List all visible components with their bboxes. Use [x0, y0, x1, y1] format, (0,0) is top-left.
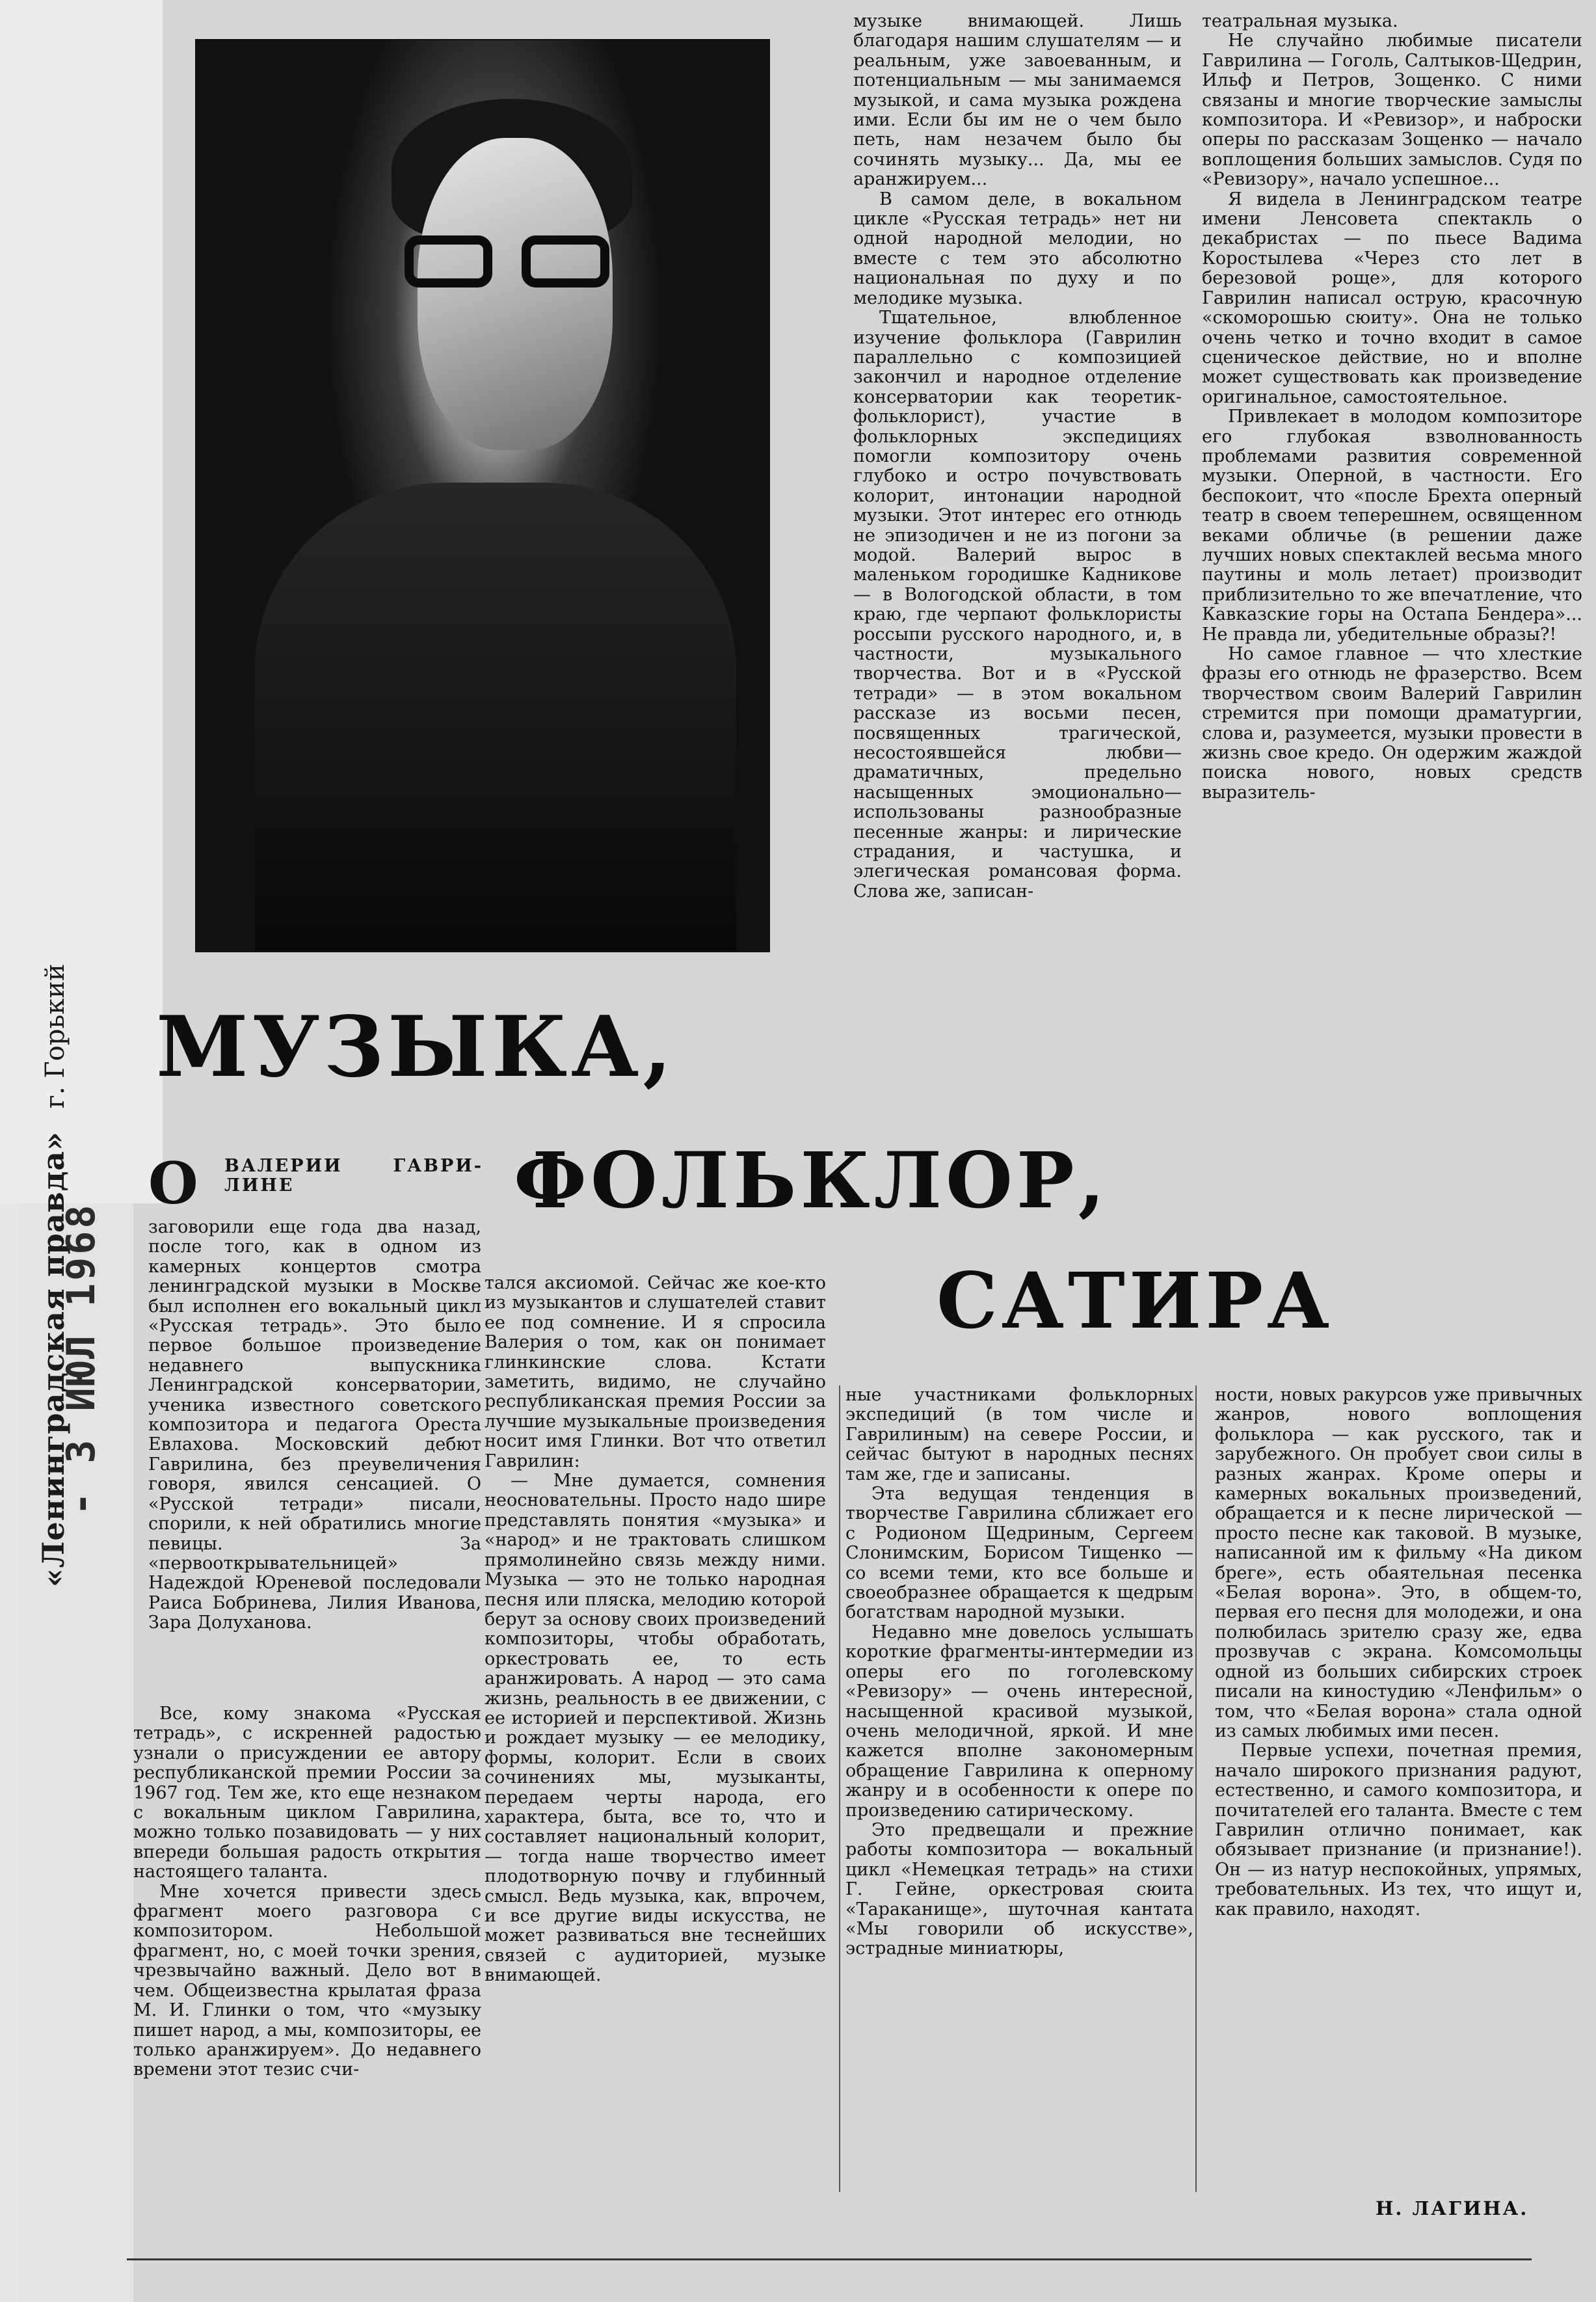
publication-city: г. Горький	[40, 963, 70, 1109]
column-1: Все, кому знакома «Русская тетрадь», с искренней радостью узнали о присуждении ее автору республиканской премии России за 1967 год. Тем же, кто еще незнаком с вокальным циклом Гаврилина, можно только позавидовать — у них впереди большая радость открытия настоящего таланта. Мне хочется привести здесь фрагмент моего разговора с композитором. Небольшой фрагмент, но, с моей точки зрения, чрезвычайно важный. Дело вот в чем. Общеизвестна крылатая фраза М. И. Глинки о том, что «музыку пишет народ, а мы, композиторы, ее только аранжируем». До недавнего времени этот тезис счи-	[133, 1704, 481, 2080]
lead-caps: ВАЛЕРИИ ГАВРИЛИНЕ	[224, 1156, 481, 1196]
portrait-glasses	[405, 235, 619, 294]
publication-name: «Ленинградская правда»	[36, 1131, 71, 1587]
date-stamp: - 3 ИЮЛ 1968	[59, 1202, 104, 1516]
author-signature: Н. ЛАГИНА.	[1376, 2197, 1529, 2219]
intro-paragraph	[224, 1157, 481, 1196]
headline-line-3: САТИРА	[937, 1255, 1334, 1346]
intro-paragraph-body: заговорили еще года два назад, после того, как в одном из камерных концертов смотра ленинградской музыки в Москве был исполнен его вокальный цикл «Русская тетрадь». Это было первое большое произведение недавнего выпускника Ленинградской консерватории, ученика известного советского композитора и педагога Ореста Евлахова. Московский дебют Гаврилина, без преувеличения говоря, явился сенсацией. О «Русской тетради» писали, спорили, к ней обратились многие певицы. За «первооткрывательницей» Надеждой Юреневой последовали Раиса Бобринева, Лилия Иванова, Зара Долуханова.	[148, 1217, 481, 1633]
scan-margin	[0, 0, 163, 1203]
portrait-face	[418, 138, 613, 450]
drop-cap: О	[148, 1149, 198, 1217]
portrait-shirt	[255, 483, 736, 951]
headline-line-2: ФОЛЬКЛОР,	[514, 1135, 1109, 1225]
column-3-bottom: ные участниками фольклорных экспедиций (в том числе и Гаврилиным) на севере России, и сейчас бытуют в народных песнях там же, где и записаны. Эта ведущая тенденция в творчестве Гаврилина сближает его с Родионом Щедриным, Сергеем Слонимским, Борисом Тищенко — со всеми теми, кто все больше и своеобразнее обращается к щедрым богатствам народной музыки. Недавно мне довелось услышать короткие фрагменты-интермедии из оперы его по гоголевскому «Ревизору» — очень интересной, насыщенной красивой музыкой, очень мелодичной, яркой. И мне кажется вполне закономерным обращение Гаврилина к оперному жанру и в особенности к опере по произведению сатирическому. Это предвещали и прежние работы композитора — вокальный цикл «Немецкая тетрадь» на стихи Г. Гейне, оркестровая сюита «Тараканище», шуточная кантата «Мы говорили об искусстве», эстрадные миниатюры,	[845, 1385, 1193, 1959]
column-3-top: музыке внимающей. Лишь благодаря нашим слушателям — и реальным, уже завоеванным, и потенциальным — мы занимаемся музыкой, и сама музыка рождена ими. Если бы им не о чем было петь, нам незачем было бы сочинять музыку... Да, мы ее аранжируем... В самом деле, в вокальном цикле «Русская тетрадь» нет ни одной народной мелодии, но вместе с тем это абсолютно национальная по духу и по мелодике музыка. Тщательное, влюбленное изучение фольклора (Гаврилин параллельно с композицией закончил и народное отделение консерватории как теоретик-фольклорист), участие в фольклорных экспедициях помогли композитору очень глубоко и остро почувствовать колорит, интонации народной музыки. Этот интерес его отнюдь не эпизодичен и не из погони за модой. Валерий вырос в маленьком городишке Кадникове — в Вологодской области, в том краю, где черпают фольклористы россыпи русского народного, и, в частности, музыкального творчества. Вот и в «Русской тетради» — в этом вокальном рассказе из восьми песен, посвященных трагической, несостоявшейся любви—драматичных, предельно насыщенных эмоционально— использованы разнообразные песенные жанры: и лирические страдания, и частушка, и элегическая романсовая форма. Слова же, записан-	[853, 11, 1182, 902]
headline-line-1: МУЗЫКА,	[156, 998, 676, 1096]
column-rule	[839, 1385, 840, 2192]
column-4-bottom: ности, новых ракурсов уже привычных жанров, нового воплощения фольклора — как русского, так и зарубежного. Он пробует свои силы в разных жанрах. Кроме оперы и камерных вокальных произведений, обращается и к песне лирической — просто песне как таковой. В музыке, написанной им к фильму «На диком бреге», есть обаятельная песенка «Белая ворона». Это, в общем-то, первая его песня для молодежи, и она полюбилась зрителю сразу же, едва прозвучав с экрана. Комсомольцы одной из больших сибирских строек писали на киностудию «Ленфильм» о том, что «Белая ворона» стала одной из самых любимых ими песен. Первые успехи, почетная премия, начало широкого признания радуют, естественно, и самого композитора, и почитателей его таланта. Вместе с тем Гаврилин отлично понимает, как обязывает признание (и признание!). Он — из натур неспокойных, упрямых, требовательных. Из тех, что ищут и, как правило, находят.	[1215, 1385, 1582, 1920]
column-2: тался аксиомой. Сейчас же кое-кто из музыкантов и слушателей ставит ее под сомнение. И я спросила Валерия о том, как он понимает глинкинские слова. Кстати заметить, видимо, не случайно республиканская премия России за лучшие музыкальные произведения носит имя Глинки. Вот что ответил Гаврилин: — Мне думается, сомнения неосновательны. Просто надо шире представлять понятия «музыка» и «народ» и не трактовать слишком прямолинейно связь между ними. Музыка — это не только народная песня или пляска, мелодию которой берут за основу своих произведений композиторы, чтобы обработать, оркестровать ее, то есть аранжировать. А народ — это сама жизнь, реальность в ее движении, с ее историей и перспективой. Жизнь и рождает музыку — ее мелодику, формы, колорит. Если в своих сочинениях мы, музыканты, передаем черты народа, его характера, быта, все то, что и составляет национальный колорит, — тогда наше творчество имеет плодотворную почву и глубинный смысл. Ведь музыка, как, впрочем, и все другие виды искусства, не может развиваться вне теснейших связей с аудиторией, музыке внимающей.	[485, 1273, 826, 1986]
column-rule	[1195, 1385, 1197, 2192]
composer-portrait	[195, 39, 770, 952]
scan-margin-lower	[0, 1203, 20, 2302]
column-4-top: театральная музыка. Не случайно любимые писатели Гаврилина — Гоголь, Салтыков-Щедрин, Ильф и Петров, Зощенко. С ними связаны и многие творческие замыслы композитора. И «Ревизор», и наброски оперы по рассказам Зощенко — начало воплощения больших замыслов. Судя по «Ревизору», начало успешное... Я видела в Ленинградском театре имени Ленсовета спектакль о декабристах — по пьесе Вадима Коростылева «Через сто лет в березовой роще», для которого Гаврилин написал острую, красочную «скоморошью сюиту». Она не только очень четко и точно входит в самое сценическое действие, но и вполне может существовать как произведение оригинальное, самостоятельное. Привлекает в молодом композиторе его глубокая взволнованность проблемами развития современной музыки. Оперной, в частности. Его беспокоит, что «после Брехта оперный театр в своем теперешнем, освященном веками обличье (в решении даже лучших новых спектаклей весьма много паутины и моль летает) производит приблизительно то же впечатление, что Кавказские горы на Остапа Бендера»... Не правда ли, убедительные образы?! Но самое главное — что хлесткие фразы его отнюдь не фразерство. Всем творчеством своим Валерий Гаврилин стремится при помощи драматургии, слова и, разумеется, музыки провести в жизнь свое кредо. Он одержим жаждой поиска нового, новых средств выразитель-	[1202, 11, 1582, 803]
bottom-rule	[127, 2258, 1532, 2260]
